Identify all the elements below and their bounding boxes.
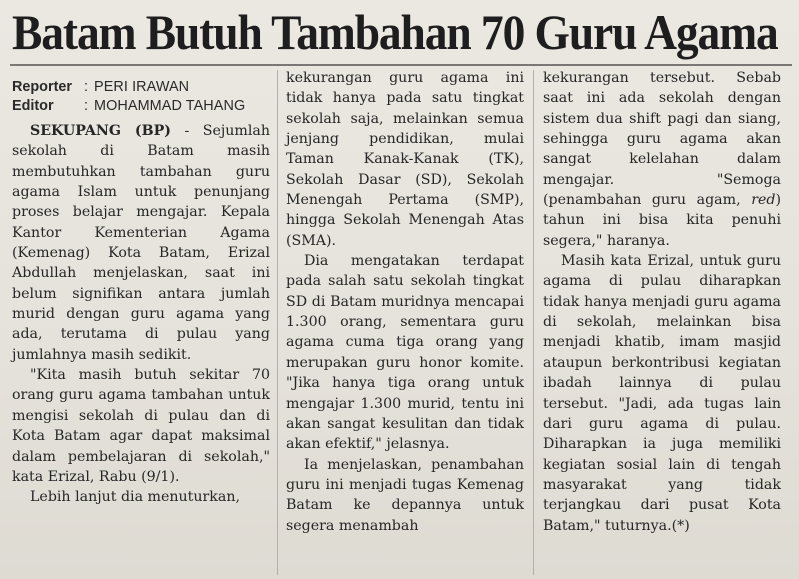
column-3 [543,68,781,536]
paragraph [12,487,270,507]
paragraph-continued [286,68,524,251]
headline: Batam Butuh Tambahan 70 Guru Agama [12,4,778,60]
column-divider [533,70,534,575]
paragraph-continued [543,68,781,251]
paragraph-text: Dia mengatakan terdapat pada salah satu sekolah tingkat SD di Batam muridnya mencapai 1.300 orang, sementara guru agama cuma tiga orang yang merupakan guru honor komite. "Jika hanya tiga orang untuk mengajar 1.300 murid, tentu ini akan sangat kesulitan dan tidak akan efektif," jelasnya. [286,253,524,453]
column-1 [12,78,270,508]
quote-text: "Kita masih butuh sekitar 70 orang guru agama tambahan untuk mengisi sekolah di pulau dan di Kota Batam agar dapat maksimal dalam pembelajaran di sekolah," kata Erizal, Rabu (9/1). [12,367,270,485]
headline-rule [10,64,792,66]
paragraph-text: ) tahun ini bisa kita penuhi segera," haranya. [543,192,781,249]
column-2 [286,68,524,536]
italic-note: red [751,192,776,209]
editor-label: Editor [12,98,54,114]
paragraph-text: Masih kata Erizal, untuk guru agama di pulau diharapkan tidak hanya menjadi guru agama di sekolah, melainkan bisa menjadi khatib, imam masjid ataupun berkontribusi kegiatan ibadah lainnya di pulau tersebut. "Jadi, ada tugas lain dari guru agama di pulau. Diharapkan ia juga memiliki kegiatan sosial lain di tengah masyarakat yang tidak terjangkau dari pusat Kota Batam," tuturnya.(*) [543,253,781,534]
lead-text: - Sejumlah sekolah di Batam masih membutuhkan tambahan guru agama Islam untuk penunjang proses belajar mengajar. Kepala Kantor Kementerian Agama (Kemenag) Kota Batam, Erizal Abdullah menjelaskan, saat ini belum signifikan antara jumlah murid dengan guru agama yang ada, terutama di pulau yang jumlahnya masih sedikit. [12,123,270,363]
paragraph-lead [12,121,270,365]
credit-separator: : [84,79,88,95]
paragraph [543,251,781,536]
editor-credit [12,97,270,116]
reporter-name: PERI IRAWAN [94,79,190,95]
credit-separator: : [84,98,88,114]
column-divider [277,70,278,575]
paragraph [286,251,524,454]
reporter-label: Reporter [12,79,72,95]
paragraph [12,365,270,487]
paragraph [286,455,524,536]
byline [12,78,270,116]
editor-name: MOHAMMAD TAHANG [94,98,246,114]
paragraph-text: Lebih lanjut dia menuturkan, [30,489,240,506]
reporter-credit [12,78,270,97]
paragraph-text: Ia menjelaskan, penambahan guru ini menjadi tugas Kemenag Batam ke depannya untuk segera menambah [286,456,524,534]
paragraph-text: kekurangan tersebut. Sebab saat ini ada sekolah dengan sistem dua shift pagi dan siang, sehingga guru agama akan sangat kelelahan dalam mengajar. "Semoga (penambahan guru agam, [543,70,781,209]
dateline: SEKUPANG (BP) [30,123,171,139]
paragraph-text: kekurangan guru agama ini tidak hanya pada satu tingkat sekolah saja, melainkan semua jenjang pendidikan, mulai Taman Kanak-Kanak (TK), Sekolah Dasar (SD), Sekolah Menengah Pertama (SMP), hingga Sekolah Menengah Atas (SMA). [286,70,524,249]
